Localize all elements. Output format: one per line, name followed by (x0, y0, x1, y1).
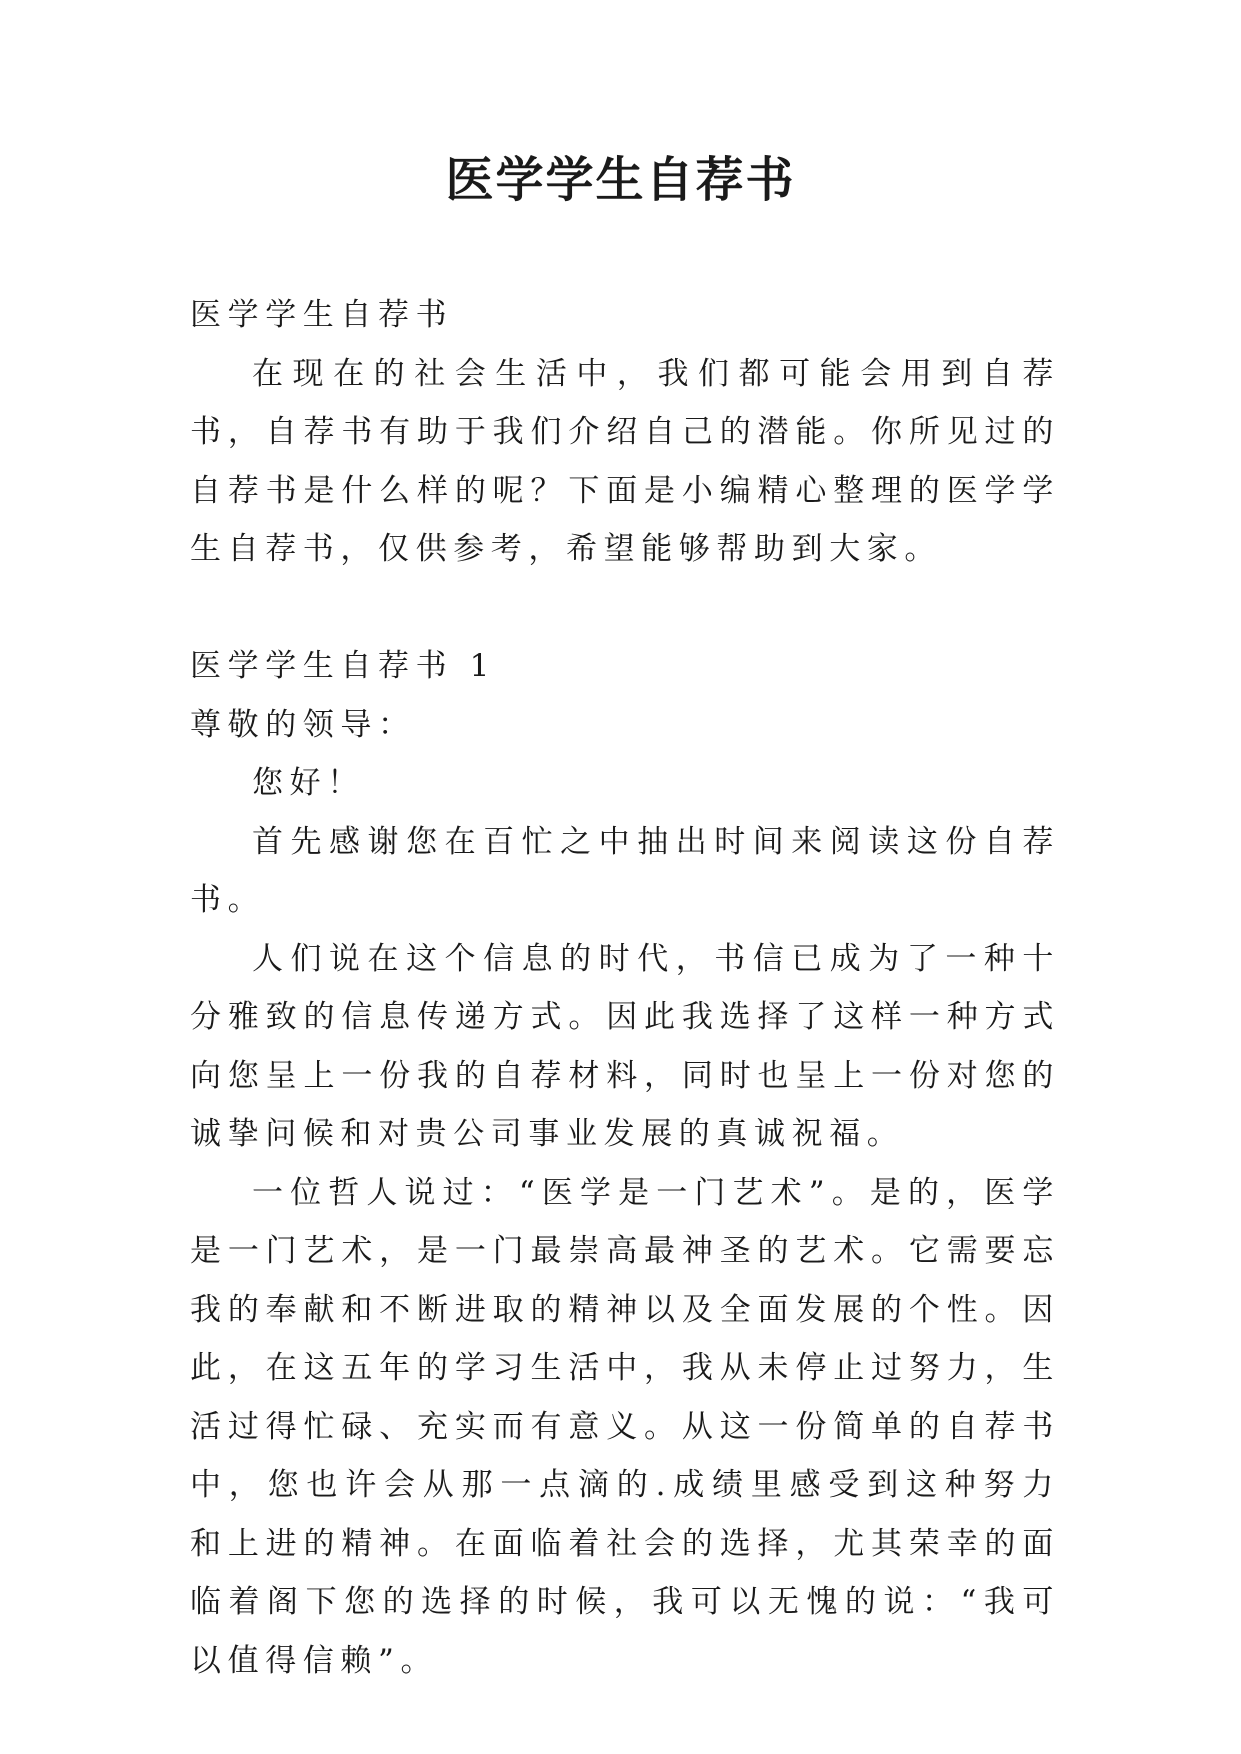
document-title: 医学学生自荐书 (445, 152, 796, 208)
salutation: 尊敬的领导： (190, 706, 416, 743)
document-body (190, 286, 1060, 1690)
document-subtitle: 医学学生自荐书 (190, 297, 454, 333)
paragraph-spacer (190, 579, 1060, 638)
greeting: 您好！ (252, 765, 365, 801)
paragraph-letter: 人们说在这个信息的时代，书信已成为了一种十分雅致的信息传递方式。因此我选择了这样一种方式向您呈上一份我的自荐材料，同时也呈上一份对您的诚挚问候和对贵公司事业发展的真诚祝福。 (190, 940, 1060, 1152)
paragraph-thanks: 首先感谢您在百忙之中抽出时间来阅读这份自荐书。 (190, 823, 1060, 918)
section-heading: 医学学生自荐书 1 (190, 648, 496, 684)
intro-paragraph: 在现在的社会生活中，我们都可能会用到自荐书，自荐书有助于我们介绍自己的潜能。你所见过的自荐书是什么样的呢？下面是小编精心整理的医学学生自荐书，仅供参考，希望能够帮助到大家。 (190, 355, 1060, 567)
paragraph-medicine: 一位哲人说过：“医学是一门艺术”。是的，医学是一门艺术，是一门最崇高最神圣的艺术。它需要忘我的奉献和不断进取的精神以及全面发展的个性。因此，在这五年的学习生活中，我从未停止过努力，生活过得忙碌、充实而有意义。从这一份简单的自荐书中，您也许会从那一点滴的.成绩里感受到这种努力和上进的精神。在面临着社会的选择，尤其荣幸的面临着阁下您的选择的时候，我可以无愧的说：“我可以值得信赖”。 (190, 1174, 1060, 1679)
